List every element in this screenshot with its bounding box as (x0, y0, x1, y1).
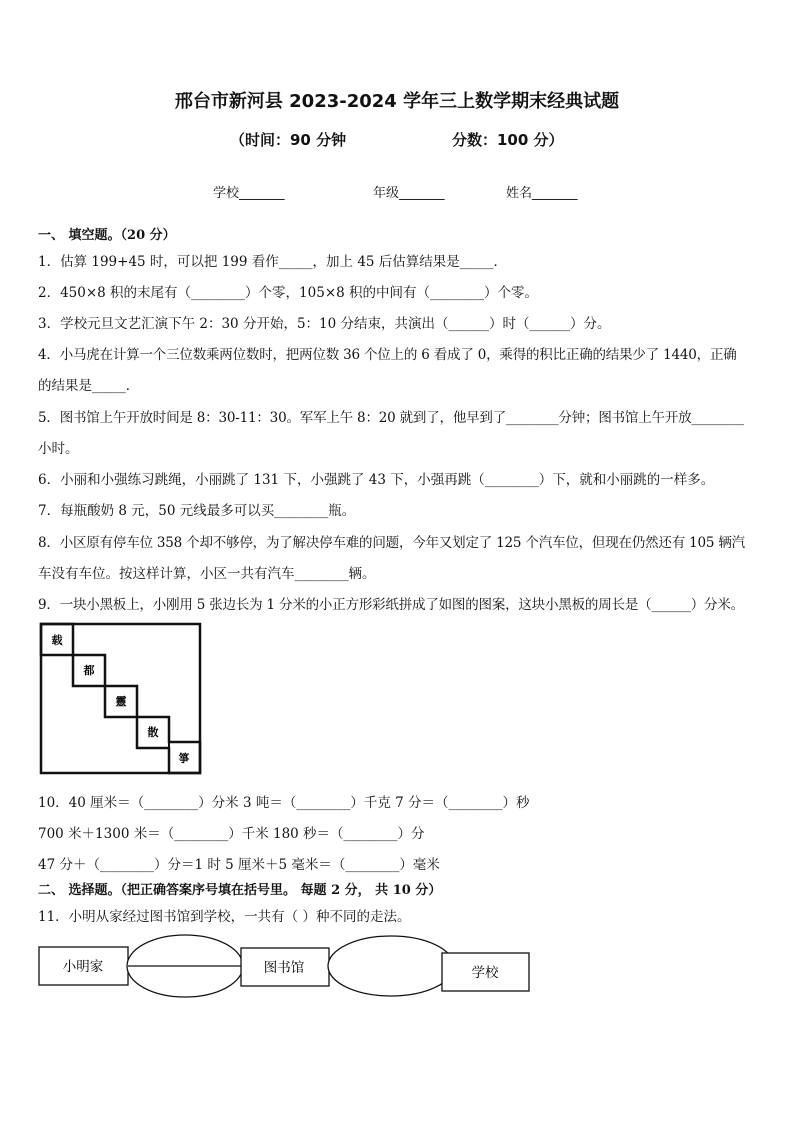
section2-heading: 二、 选择题。（把正确答案序号填在括号里。 每题 2 分， 共 10 分） (38, 883, 442, 898)
question-3: 3．学校元旦文艺汇演下午 2：30 分开始，5：10 分结束，共演出（______）时（______）分。 (38, 316, 611, 332)
section1-heading: 一、 填空题。（20 分） (38, 228, 176, 243)
school-label: 学校 (471, 965, 499, 981)
question-4-line1: 4．小马虎在计算一个三位数乘两位数时，把两位数 36 个位上的 6 看成了 0，乘得的积比正确的结果少了 1440，正确 (38, 347, 737, 363)
question-4-line2: 的结果是_____． (38, 378, 140, 394)
question-9: 9．一块小黑板上，小刚用 5 张边长为 1 分米的小正方形彩纸拼成了如图的图案，这块小黑板的周长是（______）分米。 (38, 597, 744, 613)
question-1: 1．估算 199+45 时，可以把 199 看作_____，加上 45 后估算结果是_____． (38, 254, 508, 270)
name-field: 姓名_______ (506, 186, 578, 201)
exam-title: 邢台市新河县 2023-2024 学年三上数学期末经典试题 (174, 91, 620, 112)
route-diagram (36, 932, 536, 1000)
question-7: 7．每瓶酸奶 8 元，50 元线最多可以买________瓶。 (38, 503, 356, 519)
question-5-line1: 5．图书馆上午开放时间是 8：30-11：30。军军上午 8：20 就到了，他早到了________分钟；图书馆上午开放________ (38, 410, 744, 426)
route-oval-2 (328, 936, 454, 996)
question-10-line1: 10．40 厘米＝（________）分米 3 吨＝（________）千克 7 分＝（________）秒 (38, 795, 530, 811)
blackboard-char-4: 散 (147, 726, 159, 739)
blackboard-char-1: 载 (51, 634, 63, 647)
blackboard-figure (39, 622, 203, 777)
question-6: 6．小丽和小强练习跳绳，小丽跳了 131 下，小强跳了 43 下，小强再跳（________）下，就和小丽跳的一样多。 (38, 472, 715, 488)
question-8-line1: 8．小区原有停车位 358 个却不够停，为了解决停车难的问题，今年又划定了 125 个汽车位，但现在仍然还有 105 辆汽 (38, 535, 745, 551)
school-field: 学校_______ (213, 186, 285, 201)
question-2: 2．450×8 积的末尾有（________）个零，105×8 积的中间有（________）个零。 (38, 285, 539, 301)
blackboard-char-2: 都 (83, 664, 95, 677)
exam-time: （时间：90 分钟 (230, 131, 347, 149)
blackboard-char-5: 箏 (178, 752, 190, 765)
grade-field: 年级_______ (373, 186, 445, 201)
question-10-line2: 700 米＋1300 米＝（________）千米 180 秒＝（________）分 (38, 826, 425, 842)
question-10-line3: 47 分＋（________）分＝1 时 5 厘米＋5 毫米＝（________）毫米 (38, 857, 440, 873)
library-label: 图书馆 (263, 960, 305, 976)
question-11: 11．小明从家经过图书馆到学校，一共有（ ）种不同的走法。 (38, 909, 411, 925)
question-5-line2: 小时。 (38, 441, 79, 457)
blackboard-char-3: 靈 (115, 695, 127, 708)
exam-score: 分数：100 分） (452, 131, 564, 149)
question-8-line2: 车没有车位。按这样计算，小区一共有汽车________辆。 (38, 566, 376, 582)
home-label: 小明家 (62, 959, 104, 975)
